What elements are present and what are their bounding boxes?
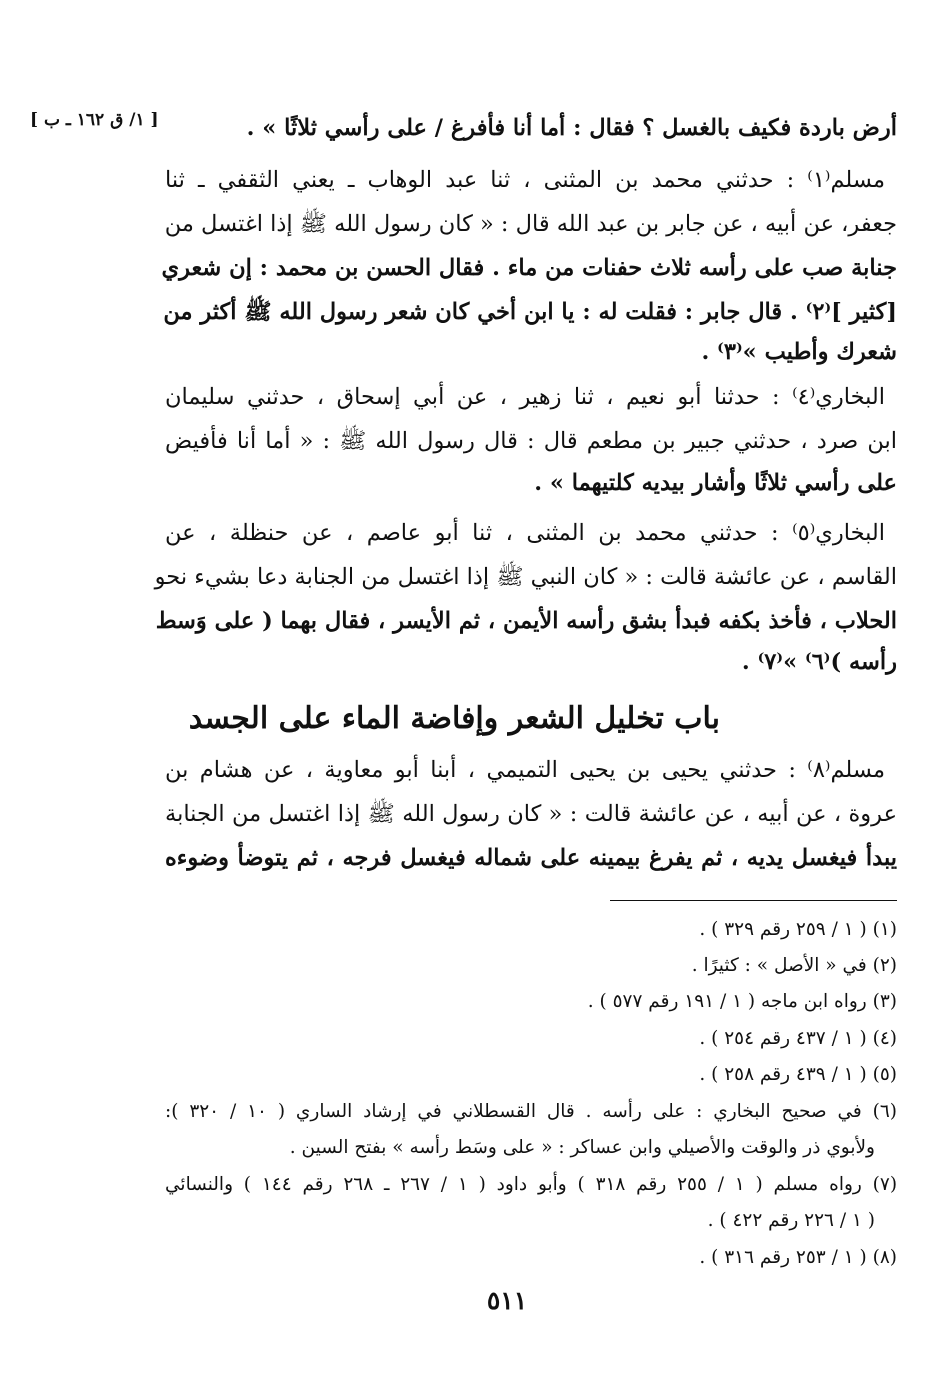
- footnote-8: (٨) ( ١ / ٢٥٣ رقم ٣١٦ ) .: [699, 1247, 897, 1268]
- footnote-separator: [610, 900, 897, 901]
- body-line-6: شعرك وأطيب »⁽٣⁾ .: [701, 339, 897, 365]
- body-line-16: يبدأ فيغسل يديه ، ثم يفرغ بيمينه على شماله فيغسل فرجه ، ثم يتوضأ وضوءه: [165, 845, 897, 871]
- footnote-7: (٧) رواه مسلم ( ١ / ٢٥٥ رقم ٣١٨ ) وأبو داود ( ١ / ٢٦٧ ـ ٢٦٨ رقم ١٤٤ ) والنسائي: [165, 1174, 898, 1195]
- body-line-8: ابن صرد ، حدثني جبير بن مطعم قال : قال رسول الله ﷺ : « أما أنا فأفيض: [165, 428, 897, 454]
- footnote-5: (٥) ( ١ / ٤٣٩ رقم ٢٥٨ ) .: [699, 1064, 897, 1085]
- body-line-2: مسلم⁽١⁾ : حدثني محمد بن المثنى ، ثنا عبد الوهاب ـ يعني الثقفي ـ ثنا: [165, 167, 885, 193]
- body-line-13: رأسه )⁽٦⁾ »⁽٧⁾ .: [741, 649, 897, 675]
- body-line-4: جنابة صب على رأسه ثلاث حفنات من ماء . فقال الحسن بن محمد : إن شعري: [161, 255, 897, 281]
- body-line-14: مسلم⁽٨⁾ : حدثني يحيى بن يحيى التميمي ، أبنا أبو معاوية ، عن هشام بن: [165, 757, 885, 783]
- body-line-7: البخاري⁽٤⁾ : حدثنا أبو نعيم ، ثنا زهير ، عن أبي إسحاق ، حدثني سليمان: [165, 384, 885, 410]
- body-line-1: أرض باردة فكيف بالغسل ؟ فقال : أما أنا فأفرغ / على رأسي ثلاثًا » .: [246, 115, 897, 141]
- footnote-4: (٤) ( ١ / ٤٣٧ رقم ٢٥٤ ) .: [699, 1028, 897, 1049]
- footnote-2: (٢) في « الأصل » : كثيرًا .: [691, 955, 897, 976]
- body-line-9: على رأسي ثلاثًا وأشار بيديه كلتيهما » .: [534, 470, 897, 496]
- section-heading: باب تخليل الشعر وإفاضة الماء على الجسد: [188, 701, 720, 736]
- body-line-10: البخاري⁽٥⁾ : حدثني محمد بن المثنى ، ثنا أبو عاصم ، عن حنظلة ، عن: [165, 520, 885, 546]
- footnote-1: (١) ( ١ / ٢٥٩ رقم ٣٢٩ ) .: [699, 919, 897, 940]
- body-line-15: عروة ، عن أبيه ، عن عائشة قالت : « كان رسول الله ﷺ إذا اغتسل من الجنابة: [165, 801, 897, 827]
- body-line-11: القاسم ، عن عائشة قالت : « كان النبي ﷺ إذا اغتسل من الجنابة دعا بشيء نحو: [154, 564, 897, 590]
- footnote-6: (٦) في صحيح البخاري : على رأسه . قال القسطلاني في إرشاد الساري ( ١٠ / ٣٢٠ ):: [165, 1101, 897, 1122]
- body-line-12: الحلاب ، فأخذ بكفه فبدأ بشق رأسه الأيمن ، ثم الأيسر ، فقال بهما ( على وَسط: [155, 608, 897, 634]
- footnote-3: (٣) رواه ابن ماجه ( ١ / ١٩١ رقم ٥٧٧ ) .: [587, 991, 897, 1012]
- footnote-6-continued: ولأبوي ذر والوقت والأصيلي وابن عساكر : « على وسَط رأسه » بفتح السين .: [289, 1137, 875, 1158]
- manuscript-folio-reference: [ ١/ ق ١٦٢ ـ ب ]: [30, 110, 159, 130]
- page-number: ٥١١: [486, 1286, 528, 1315]
- footnote-7-continued: ( ١ / ٢٢٦ رقم ٤٢٢ ) .: [707, 1210, 875, 1231]
- body-line-5: [كثير ]⁽٢⁾ . قال جابر : فقلت له : يا ابن أخي كان شعر رسول الله ﷺ أكثر من: [163, 299, 897, 325]
- body-line-3: جعفر، عن أبيه ، عن جابر بن عبد الله قال : « كان رسول الله ﷺ إذا اغتسل من: [164, 211, 897, 237]
